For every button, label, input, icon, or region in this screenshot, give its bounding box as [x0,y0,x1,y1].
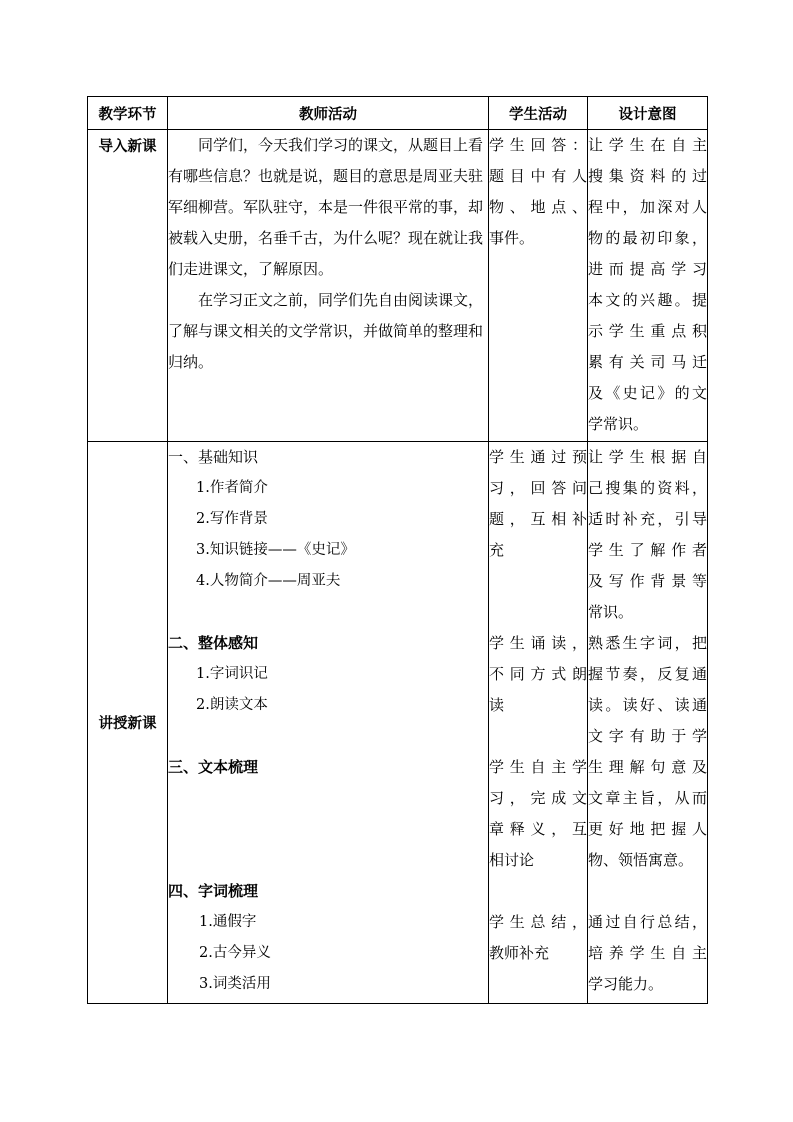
s1-student-line: 学生通过预 [489,448,587,466]
s4-student-line: 学生总结， [489,913,587,931]
s2-intent-line: 物、领悟寓意。 [588,851,694,869]
main-intent-cell [588,442,708,1004]
intro-intent-line: 程中，加深对人 [588,198,707,216]
intro-student-line: 学生回答： [489,136,587,154]
intro-student-line: 题目中有人 [489,167,587,185]
intro-student-line: 物、地点、 [489,198,587,216]
s1-student-line: 题，互相补 [489,510,587,528]
s1-intent-line: 让学生根据自 [588,448,707,466]
header-intent: 设计意图 [588,97,708,130]
intro-row [88,130,708,442]
s4-student-line: 教师补充 [489,944,550,962]
intro-intent-line: 学常识。 [588,415,649,433]
intro-intent-line: 本文的兴趣。提 [588,291,707,309]
header-teacher: 教师活动 [168,97,489,130]
s1-student-line: 习，回答问 [489,479,587,497]
intro-intent-line: 物的最初印象， [588,229,707,247]
main-row [88,442,708,1004]
s1-intent-line: 常识。 [588,603,634,621]
s1-intent-line: 己搜集的资料， [588,479,707,497]
s2-intent-line: 生理解句意及 [588,758,707,776]
intro-intent-line: 及《史记》的文 [588,384,707,402]
intro-teacher-cell [168,130,489,442]
basics-item: 1.作者简介 [196,480,268,496]
lesson-plan-table [87,96,708,1004]
s2-intent-line: 熟悉生字词，把 [588,634,707,652]
words-item: 1.通假字 [199,914,257,930]
intro-intent-line: 进而提高学习 [588,260,707,278]
intro-teacher-para-2: 在学习正文之前，同学们先自由阅读课文，了解与课文相关的文学常识，并做简单的整理和归纳。 [168,291,484,371]
s2-student-line: 学生诵读， [489,634,587,652]
s3-student-line: 相讨论 [489,851,535,869]
overall-item: 2.朗读文本 [196,697,268,713]
s1-student-line: 充 [489,541,505,559]
intro-intent-line: 让学生在自主 [588,136,707,154]
main-stage: 讲授新课 [88,442,168,1004]
header-stage: 教学环节 [88,97,168,130]
intro-stage: 导入新课 [88,130,168,442]
section-heading-words: 四、字词梳理 [168,882,259,900]
s4-intent-line: 通过自行总结， [588,913,707,931]
intro-intent-line: 累有关司马迁 [588,353,707,371]
s1-intent-line: 适时补充，引导 [588,510,707,528]
words-item: 3.词类活用 [199,976,271,992]
basics-item: 3.知识链接——《史记》 [196,542,355,558]
section-heading-text: 三、文本梳理 [168,758,259,776]
intro-student-line: 事件。 [489,229,535,247]
overall-item: 1.字词识记 [196,666,268,682]
s2-intent-line: 文字有助于学 [588,727,707,745]
intro-intent-cell [588,130,708,442]
s1-intent-line: 学生了解作者 [588,541,707,559]
s2-intent-line: 握节奏，反复通 [588,665,707,683]
header-student: 学生活动 [489,97,588,130]
s2-student-line: 不同方式朗 [489,665,587,683]
s4-intent-line: 培养学生自主 [588,944,707,962]
intro-student-cell [489,130,588,442]
s2-student-line: 读 [489,696,505,714]
s3-student-line: 习，完成文 [489,789,587,807]
s2-intent-line: 文章主旨，从而 [588,789,707,807]
basics-item: 2.写作背景 [196,511,268,527]
basics-item: 4.人物简介——周亚夫 [196,573,341,589]
header-row [88,97,708,130]
intro-intent-line: 搜集资料的过 [588,167,707,185]
s4-intent-line: 学习能力。 [588,975,664,993]
s2-intent-line: 读。读好、读通 [588,696,707,714]
section-heading-basics: 一、基础知识 [168,448,259,466]
section-heading-overall: 二、整体感知 [168,634,259,652]
words-item: 2.古今异义 [199,945,271,961]
s3-student-line: 学生自主学 [489,758,587,776]
intro-intent-line: 示学生重点积 [588,322,707,340]
intro-teacher-para-1: 同学们，今天我们学习的课文，从题目上看有哪些信息？也就是说，题目的意思是周亚夫驻军细柳营。军队驻守，本是一件很平常的事，却被载入史册，名垂千古，为什么呢？现在就让我们走进课文，了解原因。 [168,136,484,278]
s1-intent-line: 及写作背景等 [588,572,707,590]
s3-student-line: 章释义，互 [489,820,587,838]
main-student-cell [489,442,588,1004]
main-teacher-cell [168,442,489,1004]
s2-intent-line: 更好地把握人 [588,820,707,838]
